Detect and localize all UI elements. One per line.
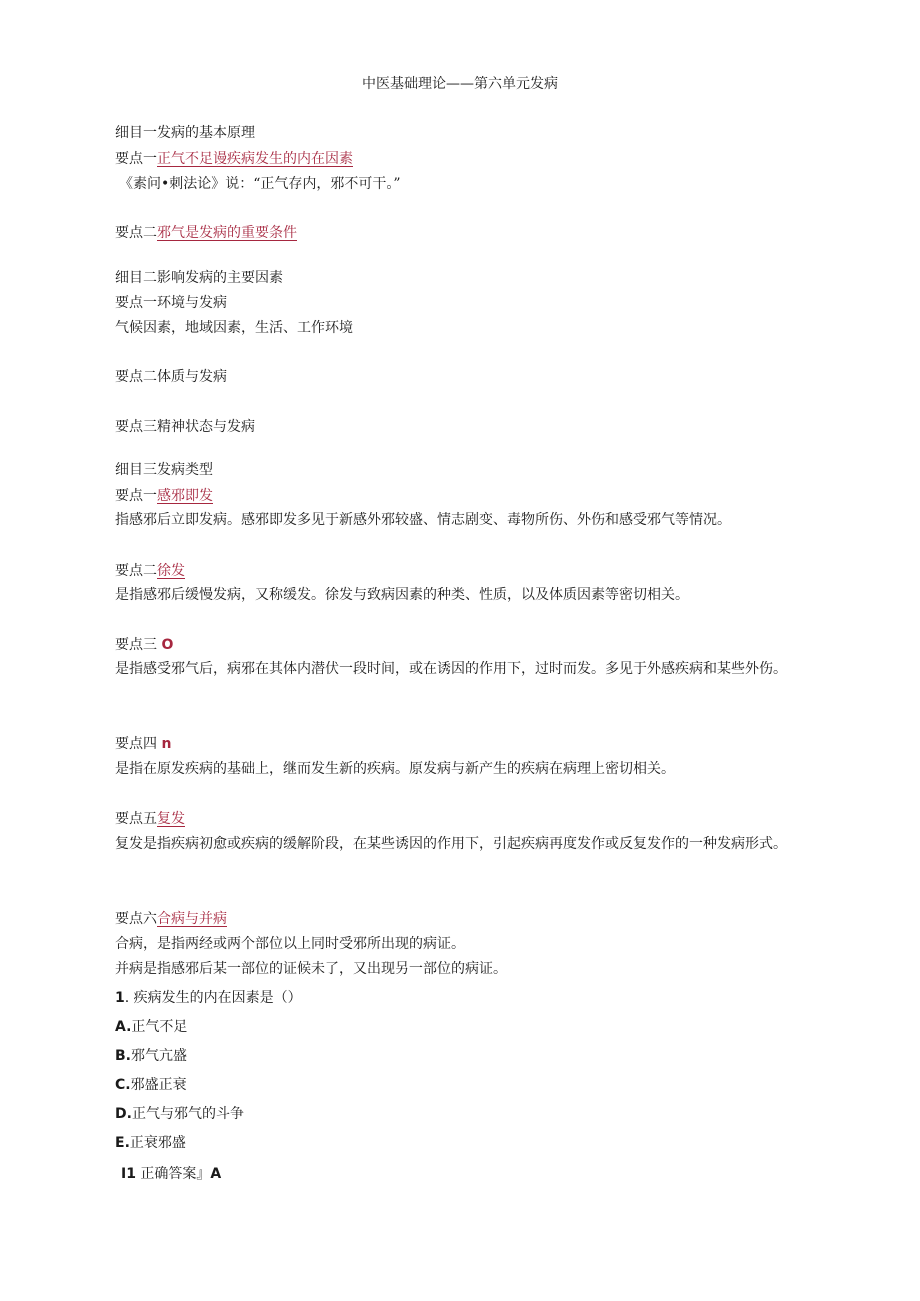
- question-number: 1: [115, 990, 125, 1006]
- page-title: 中医基础理论——第六单元发病: [362, 76, 558, 92]
- point-3-6-text-1: 合病，是指两经或两个部位以上同时受邪所出现的病证。: [115, 936, 465, 952]
- point-prefix: 要点六: [115, 911, 157, 927]
- point-prefix: 要点四: [115, 736, 157, 752]
- option-d[interactable]: [115, 1104, 244, 1124]
- question-text: . 疾病发生的内在因素是（）: [124, 990, 302, 1006]
- point-3-4: [115, 734, 171, 754]
- option-a[interactable]: [115, 1017, 187, 1037]
- option-c[interactable]: [115, 1075, 187, 1095]
- point-prefix: 要点一: [115, 488, 157, 504]
- point-prefix: 要点一: [115, 151, 157, 167]
- point-link[interactable]: 感邪即发: [157, 488, 213, 504]
- section-heading-1: 细目一发病的基本原理: [115, 125, 255, 141]
- section-heading-3: 细目三发病类型: [115, 462, 213, 478]
- option-text: 正气不足: [131, 1019, 188, 1035]
- point-link[interactable]: 复发: [157, 811, 185, 827]
- point-1-2: [115, 223, 297, 243]
- option-letter: B.: [115, 1048, 131, 1064]
- answer-label: 正确答案』: [140, 1166, 211, 1182]
- point-3-3-text: 是指感受邪气后，病邪在其体内潜伏一段时间，或在诱因的作用下，过时而发。多见于外感疾病和某些外伤。: [115, 661, 787, 677]
- point-marker: O: [161, 637, 174, 653]
- point-2-2: 要点二体质与发病: [115, 369, 227, 385]
- option-letter: D.: [115, 1106, 132, 1122]
- point-3-5: [115, 809, 185, 829]
- option-text: 邪气亢盛: [131, 1048, 187, 1064]
- point-3-3: [115, 635, 173, 655]
- quote-text: 《素问•刺法论》说：“正气存内，邪不可干。”: [119, 176, 401, 192]
- point-2-1-text: 气候因素，地域因素，生活、工作环境: [115, 320, 353, 336]
- point-link[interactable]: 合病与并病: [157, 911, 227, 927]
- point-2-1: 要点一环境与发病: [115, 295, 227, 311]
- point-2-3: 要点三精神状态与发病: [115, 419, 255, 435]
- answer-value: A: [210, 1166, 222, 1182]
- option-text: 邪盛正衰: [130, 1077, 187, 1093]
- point-3-1-text: 指感邪后立即发病。感邪即发多见于新感外邪较盛、情志剧变、毒物所伤、外伤和感受邪气等情况。: [115, 512, 731, 528]
- question-stem: [115, 988, 302, 1008]
- point-3-2: [115, 561, 185, 581]
- option-letter: A.: [115, 1019, 132, 1035]
- option-letter: E.: [115, 1135, 130, 1151]
- point-3-6-text-2: 并病是指感邪后某一部位的证候未了，又出现另一部位的病证。: [115, 961, 507, 977]
- point-link[interactable]: 正气不足谩疾病发生的内在因素: [157, 151, 353, 167]
- option-letter: C.: [115, 1077, 131, 1093]
- point-3-6: [115, 909, 227, 929]
- option-e[interactable]: [115, 1133, 186, 1153]
- point-prefix: 要点五: [115, 811, 157, 827]
- point-3-1: [115, 486, 213, 506]
- point-marker: n: [161, 736, 172, 752]
- point-prefix: 要点二: [115, 225, 157, 241]
- point-3-4-text: 是指在原发疾病的基础上，继而发生新的疾病。原发病与新产生的疾病在病理上密切相关。: [115, 761, 675, 777]
- point-prefix: 要点三: [115, 637, 157, 653]
- answer-line: [121, 1164, 221, 1184]
- option-text: 正衰邪盛: [129, 1135, 186, 1151]
- point-1-1: [115, 149, 353, 169]
- option-text: 正气与邪气的斗争: [131, 1106, 244, 1122]
- point-3-2-text: 是指感邪后缓慢发病，又称缓发。徐发与致病因素的种类、性质，以及体质因素等密切相关。: [115, 587, 689, 603]
- point-prefix: 要点二: [115, 563, 157, 579]
- point-link[interactable]: 邪气是发病的重要条件: [157, 225, 297, 241]
- option-b[interactable]: [115, 1046, 187, 1066]
- answer-prefix: I1: [121, 1166, 136, 1182]
- point-3-5-text: 复发是指疾病初愈或疾病的缓解阶段，在某些诱因的作用下，引起疾病再度发作或反复发作的一种发病形式。: [115, 836, 787, 852]
- point-link[interactable]: 徐发: [157, 563, 185, 579]
- section-heading-2: 细目二影响发病的主要因素: [115, 270, 283, 286]
